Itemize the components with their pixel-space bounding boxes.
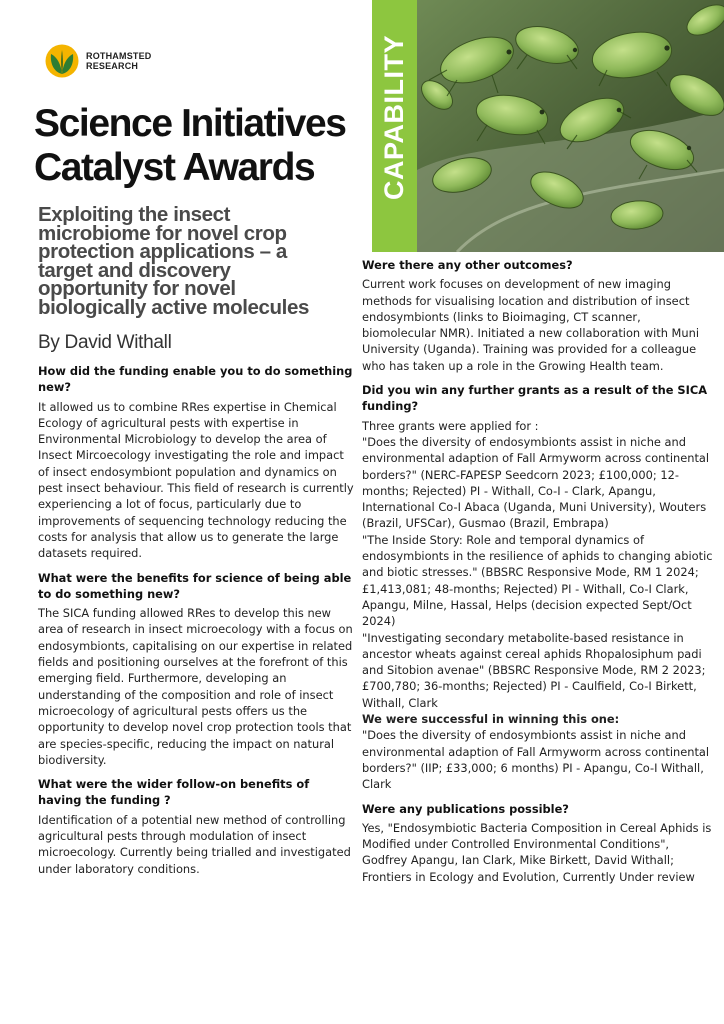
logo-line-1: ROTHAMSTED <box>86 51 152 61</box>
aphids-illustration <box>417 0 724 252</box>
author-byline: By David Withall <box>38 332 172 353</box>
answer-other-outcomes: Current work focuses on development of new imaging methods for visualising location and distribution of insect endosymbionts (links to Bioimaging, CT scanner, biomolecular NMR). Initiated a new collaboration with Muni University (Uganda). Training was provided for a colleague who has taken up a role in the Growing Health team. <box>362 277 699 373</box>
question-funding-enable: How did the funding enable you to do something new? <box>38 364 353 395</box>
aphids-photo <box>417 0 724 252</box>
title-line-2: Catalyst Awards <box>34 146 315 189</box>
capability-band <box>372 0 417 252</box>
question-wider-benefits: What were the wider follow-on benefits of having the funding ? <box>38 777 310 808</box>
answer-wider-benefits: Identification of a potential new method of controlling agricultural pests through modulation of insect microecology. Currently being trialled and investigated under laboratory conditions. <box>38 812 351 876</box>
capability-label-wrap <box>372 30 417 230</box>
question-publications: Were any publications possible? <box>362 801 569 816</box>
page-title <box>34 102 346 190</box>
project-subtitle: Exploiting the insect microbiome for novel crop protection applications – a target and discovery opportunity for novel biologically active molecules <box>38 203 309 319</box>
question-other-outcomes: Were there any other outcomes? <box>362 258 573 272</box>
rothamsted-logo-icon <box>45 44 79 78</box>
logo-line-2: RESEARCH <box>86 61 139 71</box>
capability-label: CAPABILITY <box>379 35 409 200</box>
logo-wordmark <box>86 51 152 71</box>
grant-item: "Investigating secondary metabolite-based resistance in ancestor wheats against cereal aphids Rhopalosiphum padi and Sitobion avenae" (BBSRC Responsive Mode, RM 2 2023; £700,780; 36-months; Rejected) PI - Caulfield, Co-I Birkett, Withall, Clark <box>362 630 706 710</box>
answer-publications: Yes, "Endosymbiotic Bacteria Composition in Cereal Aphids is Modified under Controlled Environmental Conditions", Godfrey Apangu, Ian Clark, Mike Birkett, David Withall; Frontiers in Ecology and Evolution, Currently Under review <box>362 820 712 884</box>
grant-item: "The Inside Story: Role and temporal dynamics of endosymbionts in the resilience of aphids to changing abiotic and biotic stresses." (BBSRC Responsive Mode, RM 1 2024; £1,413,081; 48-months; Rejected) PI - Withall, Co-I Clark, Apangu, Milne, Hassal, Helps (decision expected Sept/Oct 2024) <box>362 532 713 629</box>
successful-grant-heading: We were successful in winning this one: <box>362 712 620 727</box>
rothamsted-logo <box>45 44 152 78</box>
answer-science-benefits: The SICA funding allowed RRes to develop this new area of research in insect microecology with a focus on endosymbionts, capitalising on our expertise in related fields and positioning ourselves at the forefront of this emerging field. Furthermore, developing an understanding of the composition and role of insect microecology of agricultural pests offers us the opportunity to develop novel crop protection tools that are species-specific, reducing the impact on natural biodiversity. <box>38 606 353 767</box>
title-line-1: Science Initiatives <box>34 102 346 145</box>
answer-funding-enable: It allowed us to combine RRes expertise in Chemical Ecology of agricultural pests with expertise in Environmental Microbiology to develop the area of Insect Mircoecology investigating the role and impact of insect endosymbiont population and dynamics on pest insect behaviour. This field of research is currently experiencing a lot of focus, particularly due to improvements of sequencing technology reducing the costs for analysis that allow us to generate the large datasets required. <box>38 399 354 561</box>
right-column <box>362 257 714 885</box>
question-further-grants: Did you win any further grants as a result of the SICA funding? <box>362 383 708 414</box>
grants-intro: Three grants were applied for : <box>362 418 539 433</box>
grant-item: "Does the diversity of endosymbionts assist in niche and environmental adaption of Fall Armyworm across continental borders?" (NERC-FAPESP Seedcorn 2023; £100,000; 12-months; Rejected) PI - Withall, Co-I - Clark, Apangu, International Co-I Abaca (Uganda, Muni University), Wouters (Brazil, UFSCar), Gusmao (Brazil, Embrapa) <box>362 434 710 531</box>
left-column <box>38 363 354 885</box>
grant-item: "Does the diversity of endosymbionts assist in niche and environmental adaption of Fall Armyworm across continental borders?" (IIP; £33,000; 6 months) PI - Apangu, Co-I Withall, Clark <box>362 728 710 792</box>
question-science-benefits: What were the benefits for science of being able to do something new? <box>38 570 352 601</box>
